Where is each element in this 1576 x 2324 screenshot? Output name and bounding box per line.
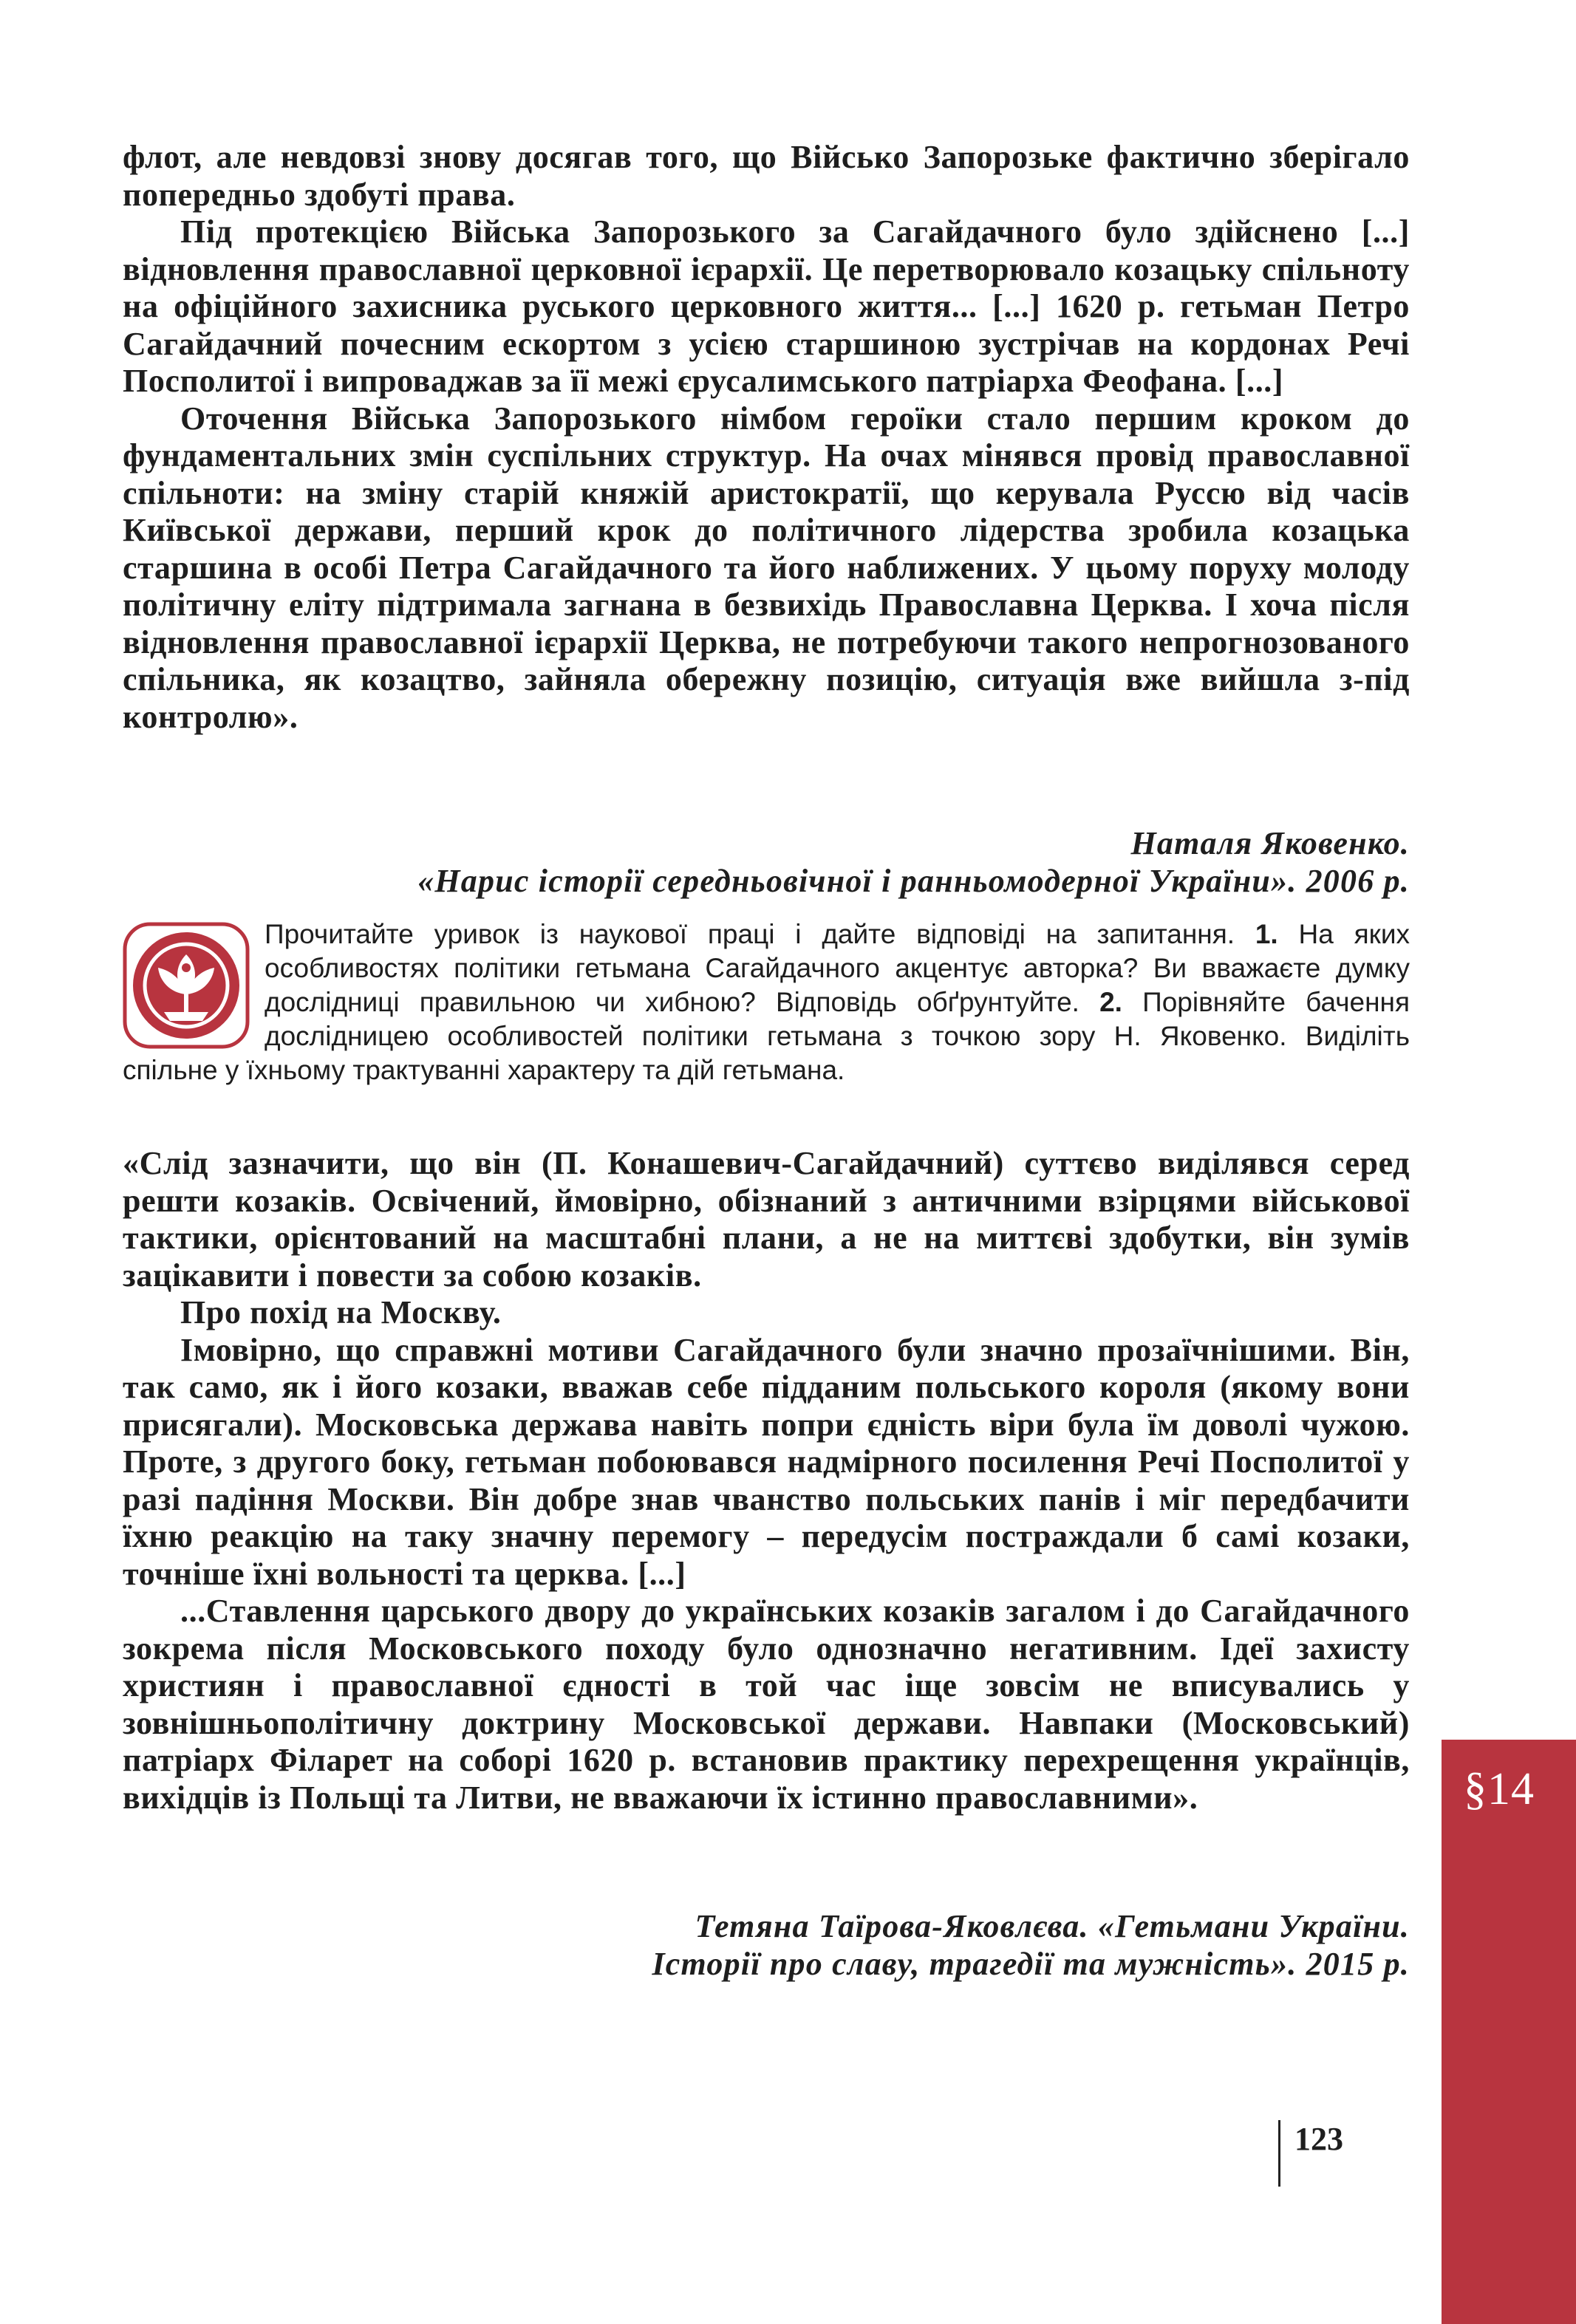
paragraph: Про похід на Москву. xyxy=(180,1294,502,1330)
question-number: 1. xyxy=(1255,919,1278,949)
question-text: На яких особливостях політики гетьмана Сагайдачного акцентує авторка? Ви вважаєте думку дослідниці правильною чи хибною? Відповідь обґрунтуйте. xyxy=(265,919,1410,1017)
source-citation-1 xyxy=(417,824,1410,900)
citation-line: Тетяна Таїрова-Яковлєва. «Гетьмани України. xyxy=(695,1908,1410,1944)
paragraph: «Слід зазначити, що він (П. Конашевич-Сагайдачний) суттєво виділявся серед решти козаків. Освічений, ймовірно, обізнаний з античними взірцями військової тактики, орієнтований на масштабні плани, а не на миттєві здобутки, він зумів зацікавити і повести за собою козаків. xyxy=(123,1145,1410,1293)
main-text-block-1 xyxy=(123,139,1410,736)
paragraph: Під протекцією Війська Запорозького за Сагайдачного було здійснено [...] відновлення православної церковної ієрархії. Це перетворювало козацьку спільноту на офіційного захисника руського церковного життя... [...] 1620 р. гетьман Петро Сагайдачний почесним ескортом з усією старшиною зустрічав на кордонах Речі Посполитої і випроваджав за її межі єрусалимського патріарха Феофана. [...] xyxy=(123,213,1410,399)
section-tab xyxy=(1442,1740,1576,2324)
paragraph: Імовірно, що справжні мотиви Сагайдачного були значно прозаїчнішими. Він, так само, як і його козаки, вважав себе підданим польського короля (якому вони присягали). Московська держава навіть попри єдність віри була їм доволі чужою. Проте, з другого боку, гетьман побоювався надмірного посилення Речі Посполитої у разі падіння Москви. Він добре знав чванство польських панів і міг передбачити їхню реакцію на таку значну перемогу – передусім постраждали б самі козаки, точніше їхні вольності та церква. [...] xyxy=(123,1331,1410,1592)
question-number: 2. xyxy=(1099,987,1122,1017)
page-number: 123 xyxy=(1294,2121,1343,2157)
citation-author: Наталя Яковенко. xyxy=(1130,825,1410,861)
citation-work: «Нарис історії середньовічної і ранньомодерної України». 2006 р. xyxy=(417,863,1410,899)
source-citation-2 xyxy=(652,1907,1410,1983)
main-text-block-2 xyxy=(123,1145,1410,1817)
task-emblem-icon xyxy=(123,922,250,1049)
citation-line: Історії про славу, трагедії та мужність». 2015 р. xyxy=(652,1946,1410,1982)
paragraph: ...Ставлення царського двору до українських козаків загалом і до Сагайдачного зокрема після Московського походу було однозначно негативним. Ідеї захисту християн і православної єдності в той час іще зовсім не вписувались у зовнішньополітичну доктрину Московської держави. Навпаки (Московський) патріарх Філарет на соборі 1620 р. встановив практику перехрещення українців, вихідців із Польщі та Литви, не вважаючи їх істинно православними». xyxy=(123,1593,1410,1816)
task-intro: Прочитайте уривок із наукової праці і дайте відповіді на запитання. xyxy=(265,919,1255,949)
section-label: §14 xyxy=(1464,1764,1535,1814)
paragraph: флот, але невдовзі знову досягав того, що Військо Запорозьке фактично зберігало попередньо здобуті права. xyxy=(123,139,1410,213)
task-box xyxy=(123,917,1410,1087)
paragraph: Оточення Війська Запорозького німбом героїки стало першим кроком до фундаментальних змін суспільних структур. На очах мінявся провід православної спільноти: на зміну старій княжій аристократії, що керувала Руссю від часів Київської держави, перший крок до політичного лідерства зробила козацька старшина в особі Петра Сагайдачного та його наближених. У цьому поруху молоду політичну еліту підтримала загнана в безвихідь Православна Церква. І хоча після відновлення православної ієрархії Церква, не потребуючи такого непрогнозованого спільника, як козацтво, зайняла обережну позицію, ситуація вже вийшла з-під контролю». xyxy=(123,400,1410,735)
question-text: Порівняйте бачення дослідницею особливостей політики гетьмана з точкою зору Н. Яковенко. Виділіть спільне у їхньому трактуванні характеру та дій гетьмана. xyxy=(123,987,1410,1085)
page-number-divider xyxy=(1278,2120,1280,2187)
